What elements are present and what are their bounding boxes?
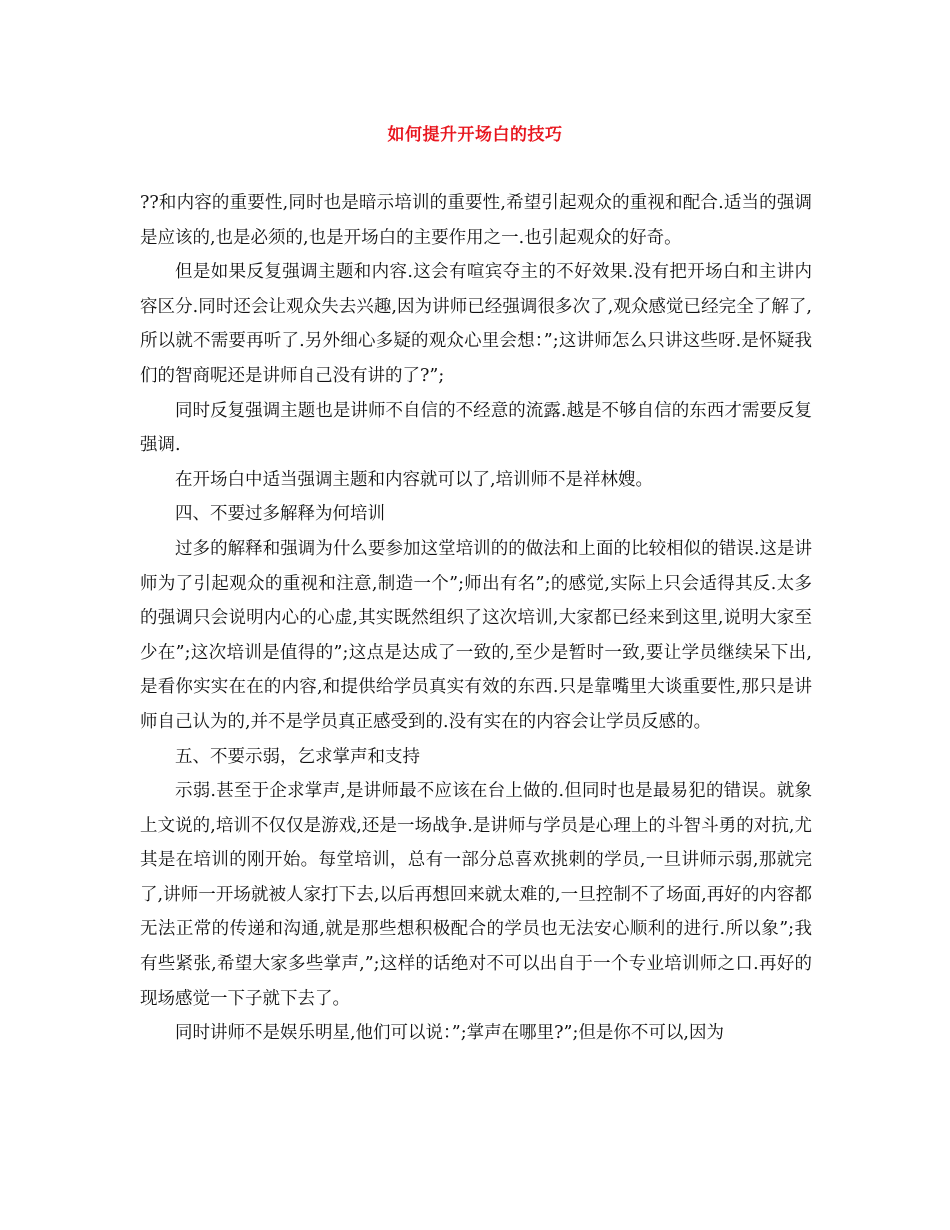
section-heading: 四、不要过多解释为何培训	[175, 504, 385, 525]
section-heading: 五、不要示弱，乞求掌声和支持	[175, 746, 420, 767]
paragraph: 同时反复强调主题也是讲师不自信的不经意的流露.越是不够自信的东西才需要反复强调.	[140, 400, 812, 456]
paragraph: ??和内容的重要性,同时也是暗示培训的重要性,希望引起观众的重视和配合.适当的强调是应该的,也是必须的,也是开场白的主要作用之一.也引起观众的好奇。	[140, 193, 812, 248]
paragraph: 同时讲师不是娱乐明星,他们可以说：”;掌声在哪里?”;但是你不可以,因为	[175, 1023, 724, 1044]
paragraph: 过多的解释和强调为什么要参加这堂培训的的做法和上面的比较相似的错误.这是讲师为了引起观众的重视和注意,制造一个”;师出有名”;的感觉,实际上只会适得其反.太多的强调只会说明内心的心虚,其实既然组织了这次培训,大家都已经来到这里,说明大家至少在”;这次培训是值得的”;这点是达成了一致的,至少是暂时一致,要让学员继续呆下出,是看你实实在在的内容,和提供给学员真实有效的东西.只是靠嘴里大谈重要性,那只是讲师自己认为的,并不是学员真正感受到的.没有实在的内容会让学员反感的。	[140, 538, 812, 732]
paragraph: 但是如果反复强调主题和内容.这会有喧宾夺主的不好效果.没有把开场白和主讲内容区分.同时还会让观众失去兴趣,因为讲师已经强调很多次了,观众感觉已经完全了解了,所以就不需要再听了.另外细心多疑的观众心里会想：”;这讲师怎么只讲这些呀.是怀疑我们的智商呢还是讲师自己没有讲的了?”;	[140, 262, 812, 386]
paragraph: 在开场白中适当强调主题和内容就可以了,培训师不是祥林嫂。	[175, 469, 654, 490]
document-body	[140, 186, 812, 1051]
paragraph: 示弱.甚至于企求掌声,是讲师最不应该在台上做的.但同时也是最易犯的错误。就象上文说的,培训不仅仅是游戏,还是一场战争.是讲师与学员是心理上的斗智斗勇的对抗,尤其是在培训的刚开始。每堂培训，总有一部分总喜欢挑刺的学员,一旦讲师示弱,那就完了,讲师一开场就被人家打下去,以后再想回来就太难的,一旦控制不了场面,再好的内容都无法正常的传递和沟通,就是那些想积极配合的学员也无法安心顺利的进行.所以象”;我有些紧张,希望大家多些掌声,”;这样的话绝对不可以出自于一个专业培训师之口.再好的现场感觉一下子就下去了。	[140, 781, 812, 1009]
document-title: 如何提升开场白的技巧	[387, 125, 563, 145]
